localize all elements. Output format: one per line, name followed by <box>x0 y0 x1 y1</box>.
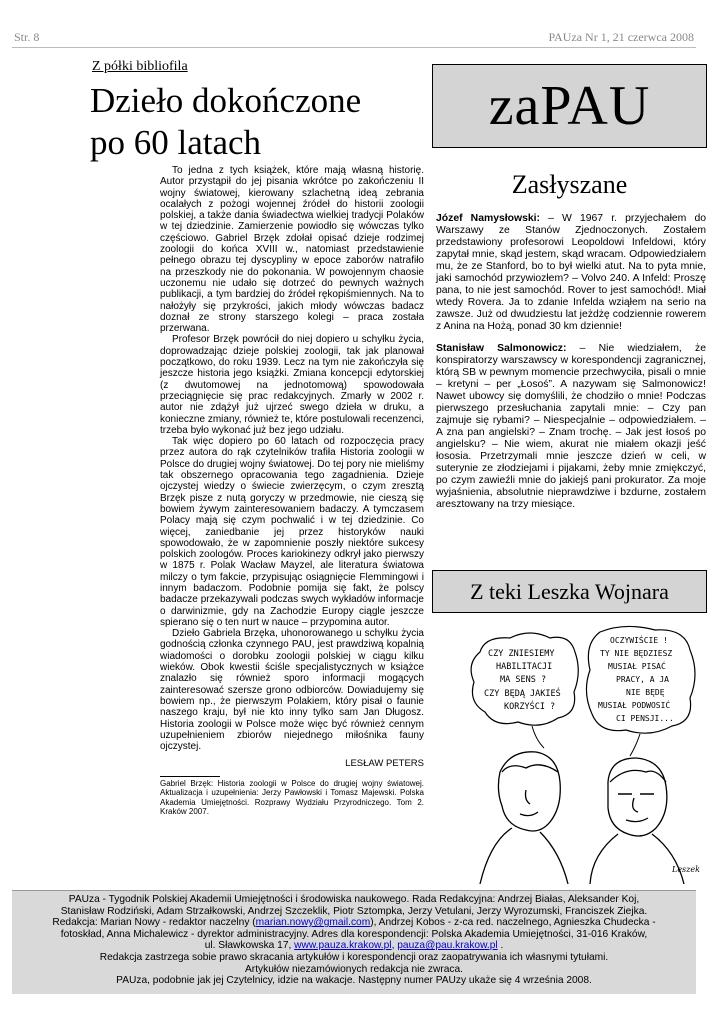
zapau-title: zaPAU <box>488 75 651 137</box>
bubble-tail-left <box>532 726 544 748</box>
website-link[interactable]: www.pauza.krakow.pl <box>294 940 392 952</box>
footer-text: . <box>497 940 504 952</box>
issue-info: PAUza Nr 1, 21 czerwca 2008 <box>548 30 694 44</box>
header-rule <box>12 47 696 48</box>
bubble-left-line: KORZYŚCI ? <box>504 702 556 712</box>
quote-speaker: Józef Namysłowski: <box>436 213 540 224</box>
footer-line: fotoskład, Anna Michalewicz - dyrektor administracyjny. Adres dla korespondencji: Polska Akademia Umiejętności, 31-016 Kraków, <box>60 928 648 940</box>
bubble-right-line: PRACY, A JA <box>616 675 669 684</box>
artist-signature: Leszek <box>672 865 700 874</box>
section-heading-zaslyszane: Zasłyszane <box>511 170 628 199</box>
bubble-right-line: NIE BĘDĘ <box>626 688 665 697</box>
comic-section-title: Z teki Leszka Wojnara <box>470 578 669 604</box>
email-link[interactable]: pauza@pau.krakow.pl <box>397 940 498 952</box>
comic-banner <box>432 570 707 613</box>
footer-text: Redakcja: Marian Nowy - redaktor naczelny ( <box>52 917 256 929</box>
page-number: Str. 8 <box>14 30 40 44</box>
book-reference: Gabriel Brzęk: Historia zoologii w Polsce do drugiej wojny światowej. Aktualizacja i uzupełnienia: Jerzy Pawłowski i Tomasz Majewski. Polska Akademia Umiejętności. Rozprawy Wydziału Przyrodniczego. Tom 2. Kraków 2007. <box>160 778 424 817</box>
bubble-tail-right <box>630 734 640 756</box>
editor-email-link[interactable]: marian.nowy@gmail.com <box>255 917 371 929</box>
quote-salmonowicz <box>436 343 706 511</box>
footer-text: ul. Sławkowska 17, <box>204 940 295 952</box>
bubble-right-line: OCZYWIŚCIE ! <box>610 636 668 645</box>
quotes-column <box>436 213 706 511</box>
footer-line: Redakcja zastrzega sobie prawo skracania artykułów i korespondencji oraz zaopatrywania ich własnymi tytułami. <box>99 951 609 963</box>
article-paragraph-2: Profesor Brzęk powrócił do niej dopiero u schyłku życia, doprowadzając dzieje polskiej zoologii, tak jak planował początkowo, do roku 1939. Lecz na tym nie zakończyła się jeszcze historia jego książki. Zmiana koncepcji edytorskiej (z dwutomowej na jednotomową) spowodowała przeciągnięcie się prac redakcyjnych. Zmarły w 2002 r. autor nie zdążył już ujrzeć swego dzieła w druku, a konieczne zmiany, również te, które postulowali recenzenci, trzeba było wykonać już bez jego udziału. <box>160 334 424 436</box>
masthead-footer <box>12 890 696 994</box>
article-paragraph-1: To jedna z tych książek, które mają własną historię. Autor przystąpił do jej pisania wkrótce po zakończeniu II wojny światowej, kierowany szlachetną ideą zebrania ocalałych z pożogi wojennej źródeł do historii zoologii polskiej, a także dania świadectwa wielkiej tradycji Polaków w tej dziedzinie. Zamierzenie powiodło się wówczas tylko częściowo. Gabriel Brzęk zdołał opisać dzieje rodzimej zoologii do końca XVIII w., natomiast przedstawienie pełnego obrazu tej dyscypliny w epoce zaborów natrafiło na przeszkody nie do pokonania. W powojennym chaosie uczonemu nie udało się dotrzeć do pewnych ważnych publikacji, a tym bardziej do źródeł rękopiśmiennych. Na to nałożyły się przykrości, jakich młody wówczas badacz doznał ze strony starszego kolegi – praca została przerwana. <box>160 165 424 335</box>
footer-address <box>18 940 690 952</box>
article-title <box>90 80 420 164</box>
cartoon <box>440 622 705 884</box>
bubble-left-line: HABILITACJI <box>496 662 553 672</box>
bubble-right-line: MUSIAŁ PODWOSIĆ <box>598 701 671 710</box>
article-paragraph-4: Dzieło Gabriela Brzęka, uhonorowanego u schyłku życia godnością członka czynnego PAU, jest prawdziwą kopalnią wiadomości o dorobku zoologii polskiej w ciągu kilku wieków. Obok kwestii ściśle specjalistycznych w książce znalazło się również sporo informacji mogących zainteresować szersze grono odbiorców. Dowiadujemy się bowiem np., że pierwszym Polakiem, który pisał o faunie naszego kraju, był nie kto inny tylko sam Jan Długosz. Historia zoologii w Polsce może więc być również cennym uzupełnieniem zbiorów niejednego miłośnika fauny ojczystej. <box>160 628 424 753</box>
footer-editors <box>18 917 690 929</box>
article-paragraph-3: Tak więc dopiero po 60 latach od rozpoczęcia pracy przez autora do rąk czytelników trafiła Historia zoologii w Polsce do drugiej wojny światowej. Do tej pory nie mieliśmy tak obszernego opracowania tego zagadnienia. Dzieje ojczystej wiedzy o świecie zwierzęcym, o czym zresztą Brzęk pisze z nutą goryczy w przedmowie, nie cieszą się bowiem żywym zainteresowaniem badaczy. A tymczasem Polacy mają się czym pochwalić i w tej dziedzinie. Co więcej, zaniedbanie jej przez historyków nauki spowodowało, że w zapomnienie poszły niektóre sukcesy polskich zoologów. Proces kariokinezy odkrył jako pierwszy w 1875 r. Polak Wacław Mayzel, ale literatura światowa milczy o tym fakcie, przypisując osiągnięcie Flemmingowi i innym badaczom. Podobnie pomija się fakt, że polscy badacze przekazywali podczas swych wykładów informacje o darwinizmie, gdy na Zachodzie Europy ciągle jeszcze spierano się o ten nurt w nauce – przypomina autor. <box>160 436 424 628</box>
title-line-1: Dzieło dokończone <box>90 81 362 120</box>
quote-text: – Nie wiedziałem, że konspiratorzy warszawscy w korespondencji zagranicznej, którą SB w pewnym momencie przechwyciła, pisali o mnie – kretyni – per „Łosoś”. A nazywam się Salmonowicz! Nawet ubowcy się domyślili, że chodziło o mnie! Podczas pierwszego przesłuchania zapytali mnie: – Czy pan zajmuje się rybami? – Niespecjalnie – odpowiedziałem. – A zna pan angielski? – Znam trochę. – Jak jest łosoś po angielsku? – Nie wiem, akurat nie miałem okazji jeść łososia. Przetrzymali mnie jeszcze dzień w celi, w suterynie ze złodziejami i pijakami, żeby mnie zmiękczyć, po czym zawieźli mnie do jakiejś pani prokurator. Za moje wyjaśnienia, absolutnie nieprawdziwe i bzdurne, zostałem aresztowany na trzy miesiące. <box>436 343 706 510</box>
article-kicker: Z półki bibliofila <box>92 59 188 74</box>
figure-left <box>480 752 568 884</box>
footer-line: PAUza - Tygodnik Polskiej Akademii Umiejętności i środowiska naukowego. Rada Redakcyjna: Andrzej Białas, Aleksander Koj, <box>68 894 640 905</box>
bubble-left-line: MA SENS ? <box>500 675 547 685</box>
bubble-right-line: MUSIAŁ PISAĆ <box>608 662 666 671</box>
figure-right <box>590 758 684 884</box>
quote-namyslowski <box>436 213 706 333</box>
footnote-rule <box>160 776 220 777</box>
footer-text: , <box>391 940 398 952</box>
zapau-banner <box>432 64 707 148</box>
footer-text: ), Andrzej Kobos - z-ca red. naczelnego, Agnieszka Chudecka - <box>370 917 656 929</box>
quote-speaker: Stanisław Salmonowicz: <box>436 343 567 354</box>
footer-line: Artykułów niezamówionych redakcja nie zwraca. <box>245 963 463 975</box>
footer-line: Stanisław Rodziński, Adam Strzałkowski, Andrzej Szczeklik, Piotr Sztompka, Jerzy Vetulani, Jerzy Wyrozumski, Franciszek Ziejka. <box>60 905 648 917</box>
bubble-left-line: CZY BĘDĄ JAKIEŚ <box>484 689 561 699</box>
bubble-right-line: CI PENSJI... <box>616 714 674 723</box>
bubble-right-line: TY NIE BĘDZIESZ <box>600 649 673 658</box>
title-line-2: po 60 latach <box>90 123 262 162</box>
footer-line: PAUza, podobnie jak jej Czytelnicy, idzie na wakacje. Następny numer PAUzy ukaże się 4 września 2008. <box>116 975 592 987</box>
quote-text: – W 1967 r. przyjechałem do Warszawy ze Stanów Zjednoczonych. Zostałem przedstawiony profesorowi Leopoldowi Infeldowi, który zapytał mnie, skąd jestem, skąd wracam. Odpowiedziałem mu, że ze Stanford, bo to był wielki atut. Na to pyta mnie, jaki samochód przywiozłem? – Volvo 240. A Infeld: Proszę pana, to nie jest samochód. Rover to jest samochód!. Miał wtedy Rovera. Ja to zdanie Infelda wziąłem na serio na zawsze. Już od dwudziestu lat jeżdżę codziennie rowerem z Anina na Hożą, ponad 30 km dziennie! <box>436 213 706 332</box>
article-author: LESŁAW PETERS <box>345 758 424 770</box>
bubble-left-line: CZY ZNIESIEMY <box>488 649 555 659</box>
article-body <box>160 165 424 817</box>
